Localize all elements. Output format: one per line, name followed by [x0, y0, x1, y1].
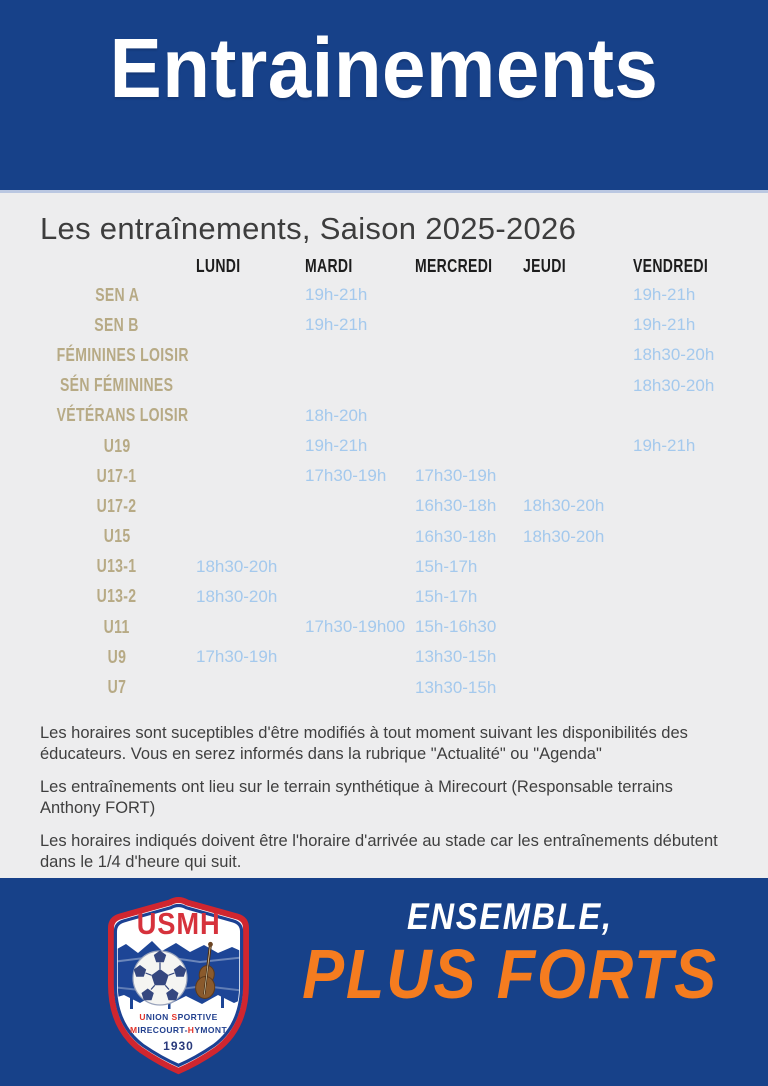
schedule-header-row [38, 253, 768, 280]
time-cell [196, 647, 305, 667]
team-label-cell [38, 315, 196, 336]
training-time: 17h30-19h [196, 647, 278, 667]
schedule-row [38, 491, 768, 521]
team-label: U17-2 [97, 495, 137, 516]
training-time: 18h-20h [305, 405, 368, 425]
training-time: 18h30-20h [196, 586, 278, 606]
team-label-cell [38, 496, 196, 517]
notes-section [40, 723, 728, 873]
day-header [633, 256, 730, 277]
day-header [305, 256, 415, 277]
day-header-label: JEUDI [523, 256, 566, 276]
training-time: 15h-17h [415, 586, 478, 606]
training-time: 19h-21h [633, 436, 696, 456]
schedule-row [38, 371, 768, 401]
training-time: 18h30-20h [633, 375, 715, 395]
day-header [415, 256, 523, 277]
team-label-cell [38, 556, 196, 577]
day-header [196, 256, 305, 277]
team-label-cell [38, 345, 196, 366]
team-label: U7 [107, 677, 127, 698]
schedule-title: Les entraînements, Saison 2025-2026 [40, 211, 577, 246]
crest-year: 1930 [163, 1039, 194, 1053]
time-cell [523, 527, 633, 547]
training-time: 13h30-15h [415, 647, 497, 667]
schedule-row [38, 612, 768, 642]
schedule-row [38, 310, 768, 340]
time-cell [415, 466, 523, 486]
training-time: 18h30-20h [523, 496, 605, 516]
schedule-table [0, 253, 768, 703]
top-banner [0, 0, 768, 193]
training-time: 16h30-18h [415, 526, 497, 546]
time-cell [415, 587, 523, 607]
schedule-row [38, 672, 768, 702]
training-time: 16h30-18h [415, 496, 497, 516]
training-time: 13h30-15h [415, 677, 497, 697]
team-label-cell [38, 647, 196, 668]
note-paragraph: Les horaires indiqués doivent être l'horaire d'arrivée au stade car les entraînements débutent dans le 1/4 d'heure qui suit. [40, 831, 718, 871]
training-time: 17h30-19h00 [305, 617, 406, 637]
training-time: 19h-21h [305, 285, 368, 305]
day-header [523, 256, 633, 277]
schedule-row [38, 340, 768, 370]
team-label: SÉN FÉMININES [60, 375, 174, 396]
training-time: 18h30-20h [196, 556, 278, 576]
slogan [278, 898, 742, 1011]
poster-title: Entrainements [109, 21, 659, 115]
training-time: 15h-17h [415, 556, 478, 576]
team-label-cell [38, 677, 196, 698]
team-label-cell [38, 466, 196, 487]
team-label-cell [38, 526, 196, 547]
team-label-cell [38, 617, 196, 638]
schedule-row [38, 461, 768, 491]
time-cell [415, 678, 523, 698]
training-time: 15h-16h30 [415, 617, 497, 637]
training-time: 19h-21h [305, 315, 368, 335]
training-time: 19h-21h [633, 285, 696, 305]
team-label-cell [38, 586, 196, 607]
team-label: U13-1 [97, 556, 137, 577]
day-header-label: MERCREDI [415, 256, 493, 276]
time-cell [305, 406, 415, 426]
time-cell [415, 647, 523, 667]
team-label: SEN A [95, 284, 139, 305]
usmh-crest [100, 892, 257, 1078]
team-label-cell [38, 285, 196, 306]
schedule-row [38, 552, 768, 582]
team-label: U13-2 [97, 586, 137, 607]
schedule-row [38, 522, 768, 552]
schedule-row [38, 280, 768, 310]
time-cell [196, 587, 305, 607]
main-content [0, 196, 768, 878]
training-time: 17h30-19h [415, 466, 497, 486]
time-cell [196, 557, 305, 577]
crest-acronym: USMH [136, 906, 221, 941]
team-label: U11 [104, 616, 130, 637]
training-time: 19h-21h [633, 315, 696, 335]
time-cell [415, 557, 523, 577]
team-label-cell [38, 436, 196, 457]
team-label: U19 [103, 435, 131, 456]
training-time: 19h-21h [305, 436, 368, 456]
time-cell [633, 376, 730, 396]
day-header-label: MARDI [305, 256, 353, 276]
time-cell [415, 617, 523, 637]
time-cell [415, 496, 523, 516]
team-label: SEN B [94, 314, 140, 335]
day-header-label: VENDREDI [633, 256, 709, 276]
soccer-ball-icon [133, 951, 187, 1006]
time-cell [633, 345, 730, 365]
training-time: 17h30-19h [305, 466, 387, 486]
time-cell [305, 466, 415, 486]
team-label-cell [38, 375, 196, 396]
schedule-row [38, 582, 768, 612]
time-cell [415, 527, 523, 547]
time-cell [633, 285, 730, 305]
time-cell [305, 285, 415, 305]
time-cell [633, 436, 730, 456]
crest-line1: UNION SPORTIVE [139, 1012, 218, 1022]
note-paragraph: Les entraînements ont lieu sur le terrain synthétique à Mirecourt (Responsable terrains Anthony FORT) [40, 777, 673, 817]
team-label: U9 [107, 646, 127, 667]
time-cell [523, 496, 633, 516]
time-cell [633, 315, 730, 335]
slogan-line2: PLUS FORTS [302, 934, 718, 1013]
note-paragraph: Les horaires sont suceptibles d'être modifiés à tout moment suivant les disponibilités des éducateurs. Vous en serez informés dans la rubrique "Actualité" ou "Agenda" [40, 723, 688, 763]
training-time: 18h30-20h [633, 345, 715, 365]
schedule-row [38, 431, 768, 461]
slogan-line1: ENSEMBLE, [407, 896, 613, 937]
footer-banner [0, 878, 768, 1086]
team-label: U17-1 [97, 465, 137, 486]
training-time: 18h30-20h [523, 526, 605, 546]
schedule-row [38, 401, 768, 431]
crest-line2: MIRECOURT-HYMONT [129, 1025, 228, 1035]
day-header-label: LUNDI [196, 256, 241, 276]
time-cell [305, 315, 415, 335]
time-cell [305, 617, 415, 637]
team-label: U15 [103, 526, 131, 547]
team-label: VÉTÉRANS LOISIR [56, 405, 189, 426]
schedule-row [38, 642, 768, 672]
time-cell [305, 436, 415, 456]
team-label: FÉMININES LOISIR [56, 344, 189, 365]
team-label-cell [38, 405, 196, 426]
